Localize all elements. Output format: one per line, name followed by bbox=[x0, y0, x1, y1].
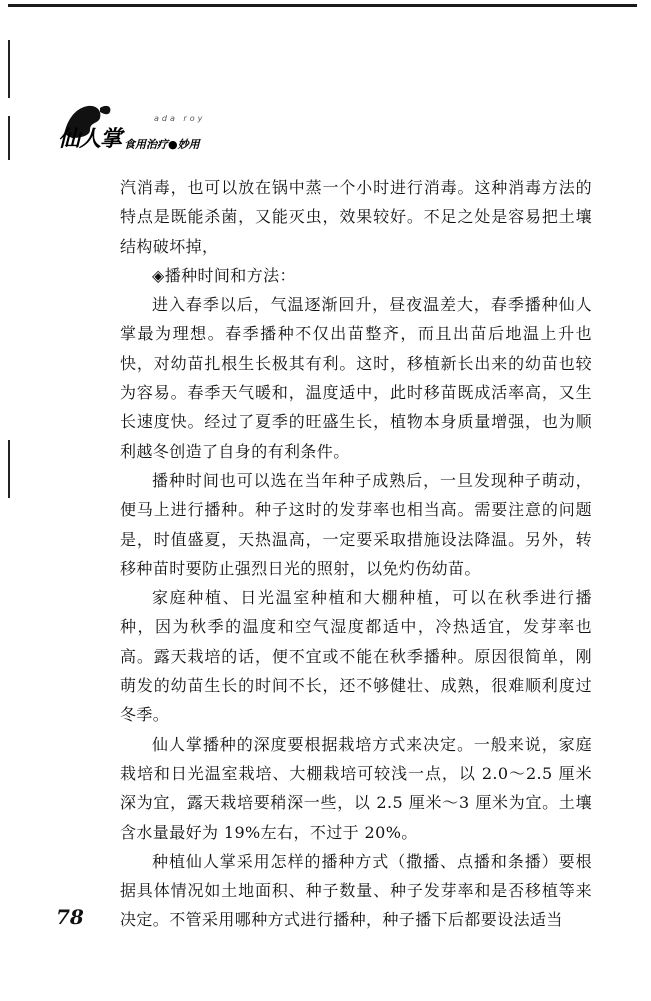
header-logo bbox=[58, 100, 258, 158]
left-margin-mark bbox=[8, 40, 10, 98]
left-margin-mark bbox=[8, 440, 10, 498]
section-heading: ◈播种时间和方法： bbox=[152, 265, 296, 285]
body-text bbox=[120, 173, 592, 935]
paragraph: 进入春季以后，气温逐渐回升，昼夜温差大，春季播种仙人掌最为理想。春季播种不仅出苗整齐，而且出苗后地温上升也快，对幼苗扎根生长极其有利。这时，移植新长出来的幼苗也较为容易。春季天气暖和，温度适中，此时移苗既成活率高，又生长速度快。经过了夏季的旺盛生长，植物本身质量增强，也为顺利越冬创造了自身的有利条件。 bbox=[120, 295, 592, 461]
top-border-rule bbox=[8, 4, 637, 7]
header-subtitle: 食用治疗●妙用 bbox=[124, 138, 200, 151]
page-number: 78 bbox=[56, 905, 84, 929]
paragraph: 仙人掌播种的深度要根据栽培方式来决定。一般来说，家庭栽培和日光温室栽培、大棚栽培可较浅一点，以 2.0～2.5 厘米深为宜，露天栽培要稍深一些，以 2.5 厘米～3 厘米为宜。土壤含水量最好为 19%左右，不过于 20%。 bbox=[120, 734, 592, 842]
paragraph: 家庭种植、日光温室种植和大棚种植，可以在秋季进行播种，因为秋季的温度和空气湿度都适中，冷热适宜，发芽率也高。露天栽培的话，便不宜或不能在秋季播种。原因很简单，刚萌发的幼苗生长的时间不长，还不够健壮、成熟，很难顺利度过冬季。 bbox=[120, 588, 592, 725]
paragraph: 汽消毒，也可以放在锅中蒸一个小时进行消毒。这种消毒方法的特点是既能杀菌，又能灭虫，效果较好。不足之处是容易把土壤结构破坏掉， bbox=[120, 178, 592, 256]
header-scribble: ada roy bbox=[154, 114, 206, 123]
paragraph: 种植仙人掌采用怎样的播种方式（撒播、点播和条播）要根据具体情况如土地面积、种子数量、种子发芽率和是否移植等来决定。不管采用哪种方式进行播种，种子播下后都要设法适当 bbox=[120, 851, 592, 930]
left-margin-mark bbox=[8, 116, 10, 160]
paragraph: 播种时间也可以选在当年种子成熟后，一旦发现种子萌动，便马上进行播种。种子这时的发芽率也相当高。需要注意的问题是，时值盛夏，天热温高，一定要采取措施设法降温。另外，转移种苗时要防止强烈日光的照射，以免灼伤幼苗。 bbox=[120, 470, 592, 578]
header-title: 仙人掌 bbox=[58, 126, 122, 152]
